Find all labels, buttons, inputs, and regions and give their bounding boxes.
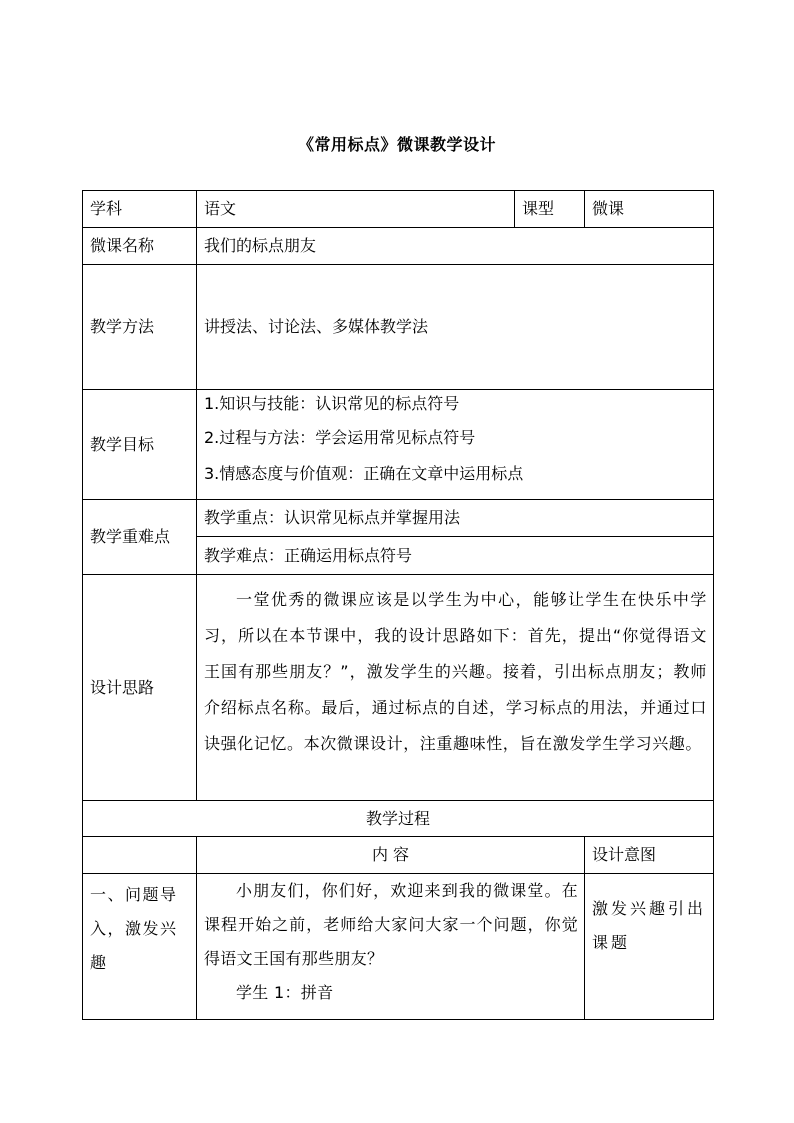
row-process-header <box>83 801 714 837</box>
step1-text: 小朋友们，你们好，欢迎来到我的微课堂。在课程开始之前，老师给大家问大家一个问题，你觉得语文王国有那些朋友？ <box>204 881 578 968</box>
key-points-label: 教学重难点 <box>83 500 197 575</box>
goals-cell <box>197 390 714 500</box>
empty-header-cell <box>83 837 197 874</box>
key-point-value: 教学重点：认识常见标点并掌握用法 <box>197 500 714 537</box>
subject-label: 学科 <box>83 191 197 228</box>
row-subject <box>83 191 714 228</box>
step1-student: 学生 1：拼音 <box>236 983 334 1002</box>
goals-label: 教学目标 <box>83 390 197 500</box>
difficult-point-value: 教学难点：正确运用标点符号 <box>197 537 714 575</box>
row-method <box>83 265 714 390</box>
course-name-value: 我们的标点朋友 <box>197 228 714 265</box>
design-text: 一堂优秀的微课应该是以学生为中心，能够让学生在快乐中学习，所以在本节课中，我的设计思路如下：首先，提出“你觉得语文王国有那些朋友？”，激发学生的兴趣。接着，引出标点朋友；教师介绍标点名称。最后，通过标点的自述，学习标点的用法，并通过口诀强化记忆。本次微课设计，注重趣味性，旨在激发学生学习兴趣。 <box>204 590 708 753</box>
page-title: 《常用标点》微课教学设计 <box>297 135 496 154</box>
design-label: 设计思路 <box>83 575 197 801</box>
lesson-type-value: 微课 <box>585 191 714 228</box>
method-value: 讲授法、讨论法、多媒体教学法 <box>197 265 714 390</box>
goal-item: 3.情感态度与价值观：正确在文章中运用标点 <box>204 464 524 483</box>
goal-item: 1.知识与技能：认识常见的标点符号 <box>204 394 460 413</box>
row-course-name <box>83 228 714 265</box>
design-cell <box>197 575 714 801</box>
row-column-headers <box>83 837 714 874</box>
step1-label-cell <box>83 874 197 1020</box>
course-name-label: 微课名称 <box>83 228 197 265</box>
step1-intent-cell <box>585 874 714 1020</box>
goal-item: 2.过程与方法：学会运用常见标点符号 <box>204 428 476 447</box>
content-header: 内 容 <box>197 837 585 874</box>
row-step1 <box>83 874 714 1020</box>
intent-header: 设计意图 <box>585 837 714 874</box>
process-header: 教学过程 <box>83 801 714 837</box>
step1-intent: 激发兴趣引出课题 <box>592 899 707 952</box>
step1-content-cell <box>197 874 585 1020</box>
lesson-plan-table <box>82 190 714 1020</box>
row-design <box>83 575 714 801</box>
row-key-point <box>83 500 714 537</box>
row-goals <box>83 390 714 500</box>
lesson-type-label: 课型 <box>515 191 585 228</box>
step1-content <box>204 874 584 1010</box>
step1-label: 一、问题导入，激发兴趣 <box>90 885 178 972</box>
subject-value: 语文 <box>197 191 515 228</box>
method-label: 教学方法 <box>83 265 197 390</box>
